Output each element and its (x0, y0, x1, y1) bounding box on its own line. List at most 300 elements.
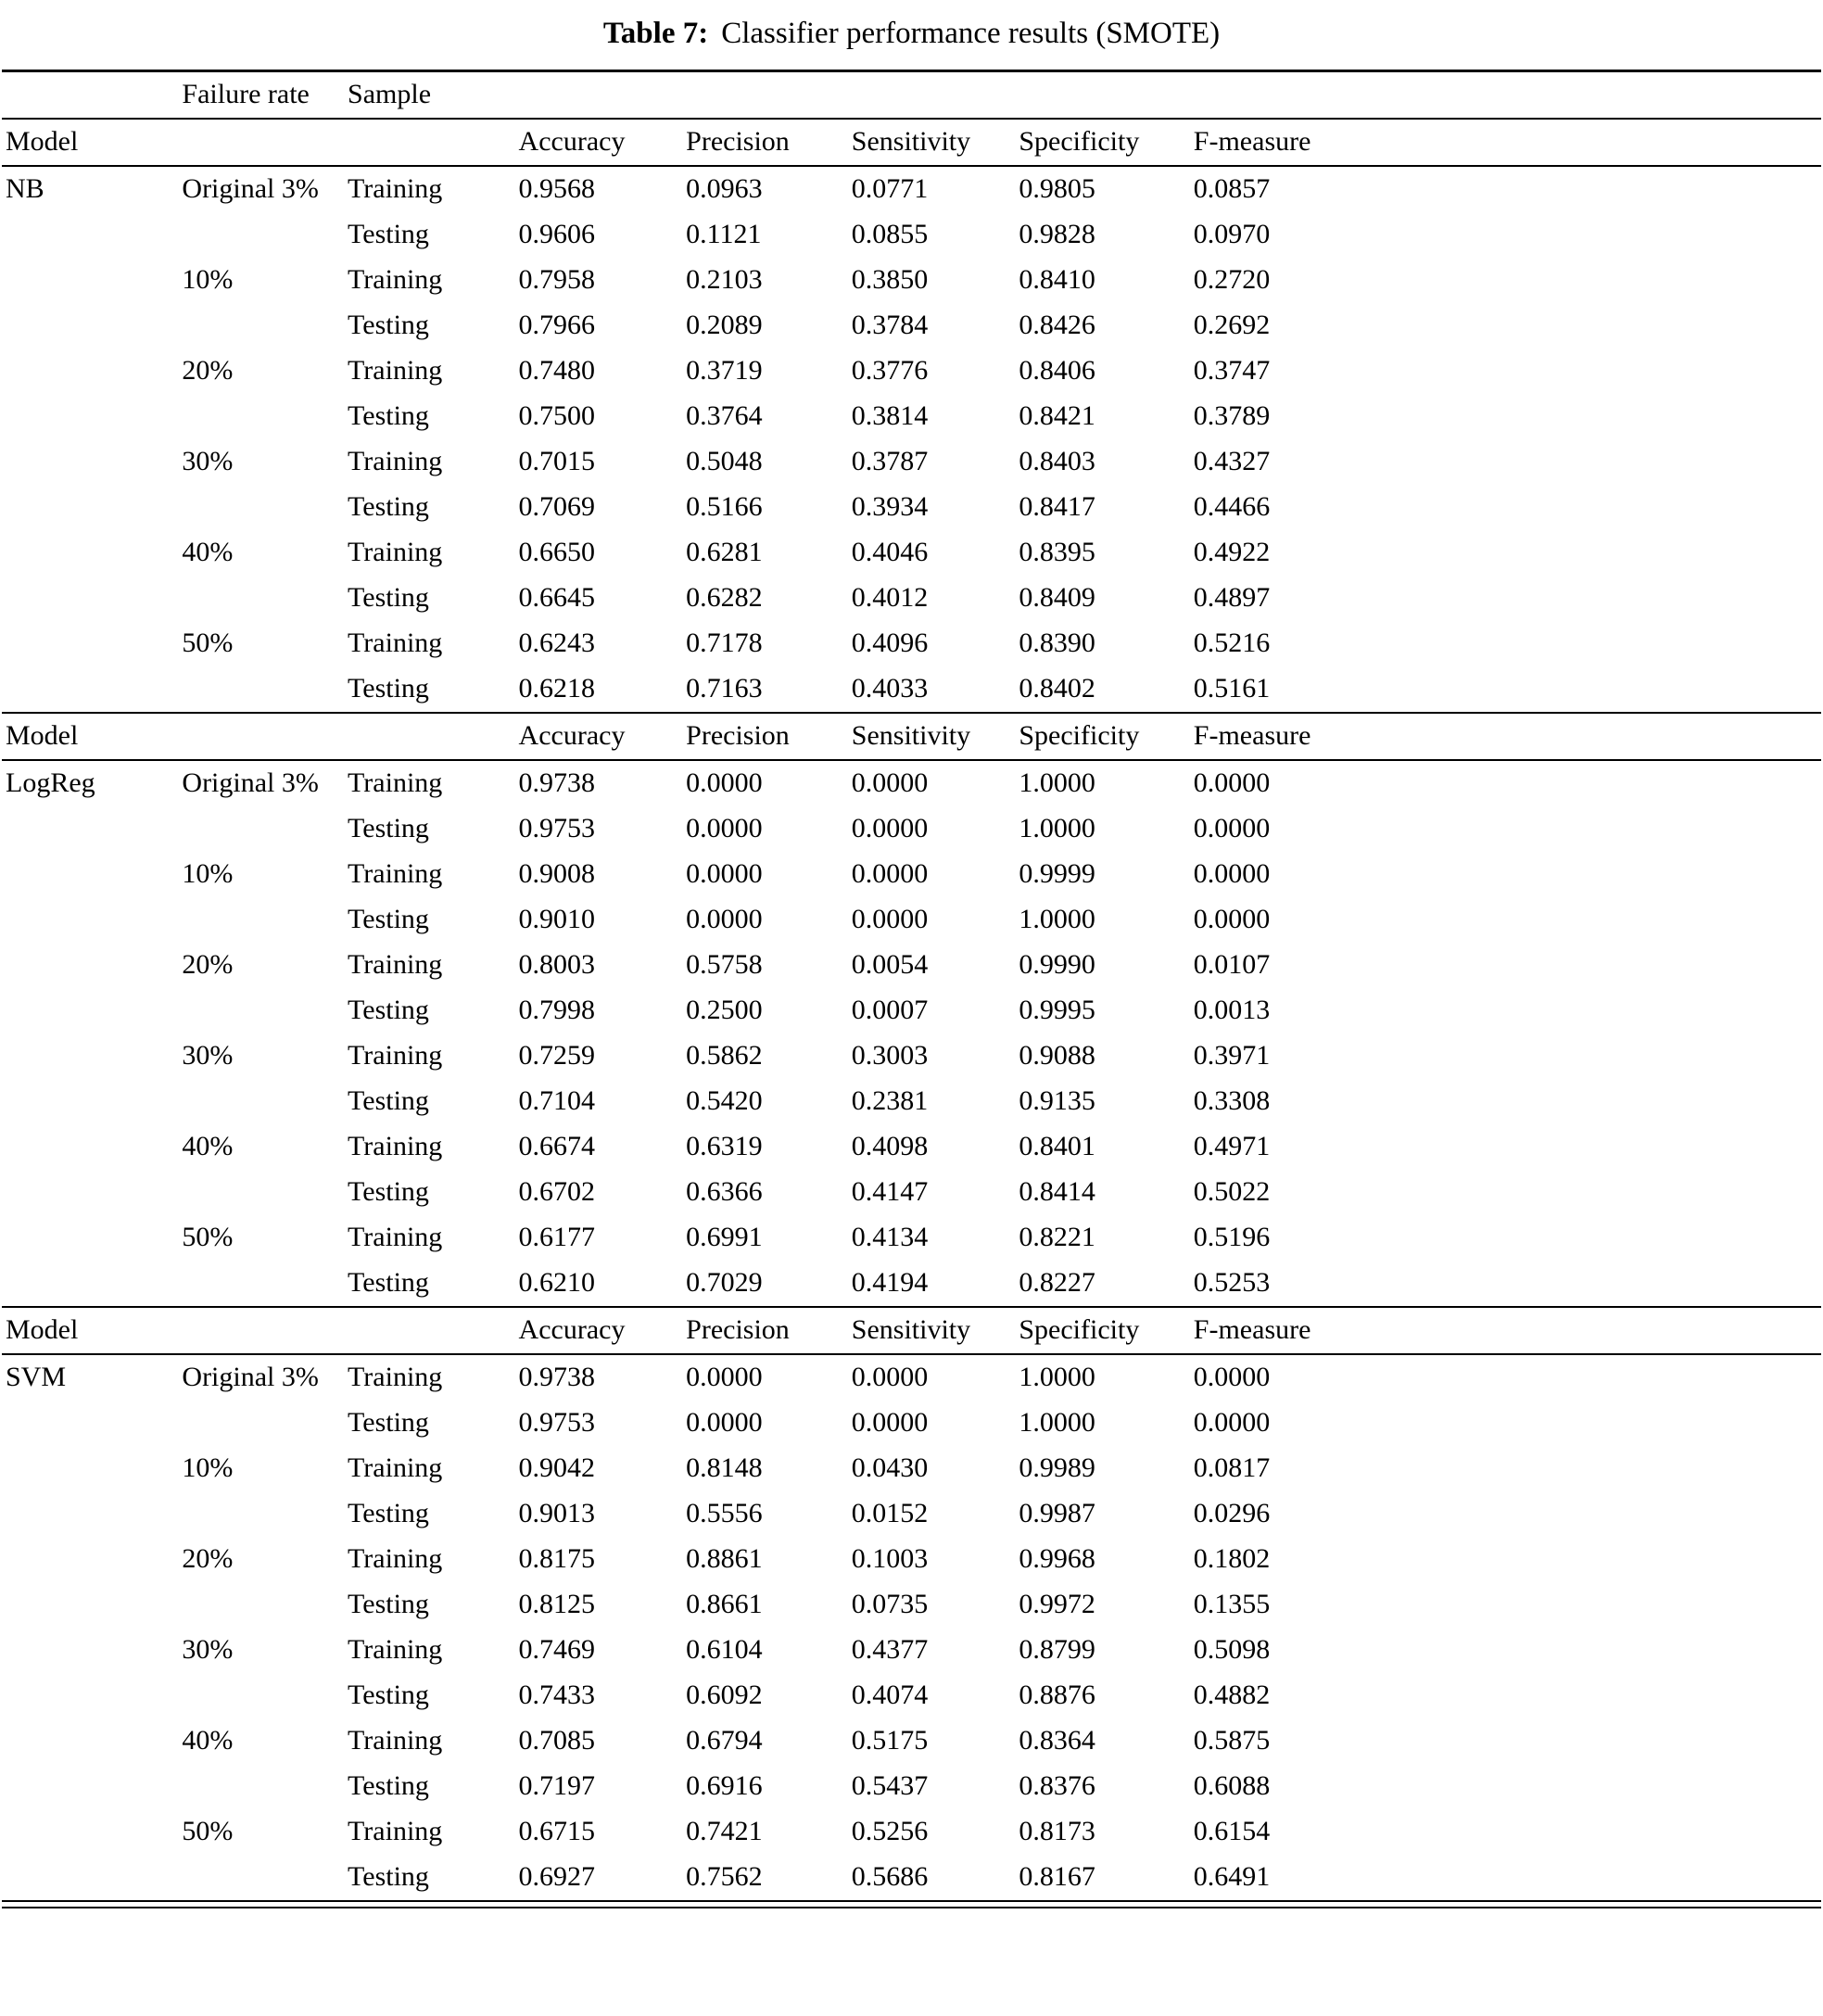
failure-rate-cell: Original 3% (182, 173, 319, 204)
sample-cell: Testing (348, 491, 429, 522)
metric-value-cell: 0.5166 (686, 491, 763, 522)
metric-value-cell: 0.0000 (686, 904, 763, 934)
model-cell (2, 1401, 178, 1446)
metric-value-cell: 0.6281 (686, 537, 763, 567)
metric-value-cell: 0.4971 (1193, 1131, 1271, 1161)
model-cell (2, 1124, 178, 1170)
metric-value-cell: 0.3784 (851, 310, 929, 340)
metric-value-cell: 0.0296 (1193, 1498, 1271, 1528)
sample-column-header: Sample (344, 71, 515, 120)
model-cell: NB (6, 173, 44, 204)
data-row (2, 1537, 1821, 1582)
metric-value-cell: 0.4897 (1193, 582, 1271, 613)
model-cell (2, 1855, 178, 1901)
metric-column-header: Sensitivity (848, 713, 1016, 760)
metric-column-header: Specificity (1015, 713, 1189, 760)
data-row (2, 212, 1821, 258)
metric-column-header: F-measure (1190, 1307, 1821, 1354)
metric-column-header: F-measure (1190, 119, 1821, 166)
data-row (2, 303, 1821, 349)
failure-rate-cell (178, 303, 344, 349)
metric-value-cell: 0.0000 (1193, 1362, 1271, 1392)
metric-value-cell: 0.6177 (518, 1222, 596, 1252)
group-header-spacer (682, 71, 848, 120)
data-row (2, 897, 1821, 943)
sample-cell: Training (348, 1543, 443, 1574)
data-row (2, 1170, 1821, 1215)
metric-value-cell: 0.0771 (851, 173, 929, 204)
model-cell (2, 303, 178, 349)
sample-cell: Training (348, 949, 443, 980)
table-body (2, 71, 1821, 1902)
metric-value-cell: 0.3787 (851, 446, 929, 476)
metric-column-header: Specificity (1015, 119, 1189, 166)
metrics-header-spacer (344, 1307, 515, 1354)
model-cell (2, 897, 178, 943)
metrics-header-spacer (178, 713, 344, 760)
metric-value-cell: 0.3719 (686, 355, 763, 386)
metric-value-cell: 0.8406 (1019, 355, 1095, 386)
metric-value-cell: 0.8799 (1019, 1634, 1095, 1665)
failure-rate-cell (178, 1261, 344, 1307)
metric-value-cell: 0.6916 (686, 1770, 763, 1801)
metric-value-cell: 0.8402 (1019, 673, 1095, 704)
metric-value-cell: 0.6088 (1193, 1770, 1271, 1801)
sample-cell: Testing (348, 904, 429, 934)
metric-value-cell: 0.8376 (1019, 1770, 1095, 1801)
sample-cell: Testing (348, 1267, 429, 1298)
metric-value-cell: 0.0000 (851, 767, 929, 798)
metric-value-cell: 0.0013 (1193, 995, 1271, 1025)
metric-column-header: Sensitivity (848, 119, 1016, 166)
metrics-header-row (2, 1307, 1821, 1354)
failure-rate-cell (178, 806, 344, 852)
metrics-header-spacer (344, 119, 515, 166)
model-cell (2, 1491, 178, 1537)
metric-value-cell: 0.0000 (851, 1362, 929, 1392)
metric-value-cell: 0.6674 (518, 1131, 596, 1161)
sample-cell: Training (348, 1634, 443, 1665)
data-row (2, 666, 1821, 713)
metric-value-cell: 0.6210 (518, 1267, 596, 1298)
metric-value-cell: 0.5758 (686, 949, 763, 980)
failure-rate-cell: Original 3% (182, 767, 319, 798)
metric-value-cell: 0.6243 (518, 628, 596, 658)
metric-value-cell: 0.2381 (851, 1085, 929, 1116)
data-row (2, 166, 1821, 212)
sample-cell: Testing (344, 1855, 515, 1901)
metric-value-cell: 0.9805 (1019, 173, 1095, 204)
model-cell: LogReg (6, 767, 95, 798)
metric-value-cell: 0.7500 (518, 400, 596, 431)
metric-value-cell: 0.5253 (1193, 1267, 1271, 1298)
data-row (2, 1491, 1821, 1537)
metrics-header-spacer (344, 713, 515, 760)
model-cell (2, 621, 178, 666)
metric-value-cell: 1.0000 (1019, 813, 1095, 843)
model-column-header: Model (2, 1307, 178, 1354)
sample-cell: Training (348, 355, 443, 386)
metric-value-cell: 0.0000 (1193, 813, 1271, 843)
metric-value-cell: 0.8364 (1019, 1725, 1095, 1756)
metric-value-cell: 0.6991 (686, 1222, 763, 1252)
metric-value-cell: 0.0735 (851, 1589, 929, 1619)
metric-value-cell: 0.7178 (686, 628, 763, 658)
data-row (2, 1261, 1821, 1307)
failure-rate-cell (178, 897, 344, 943)
model-cell (2, 1809, 178, 1855)
metric-value-cell: 0.4012 (851, 582, 929, 613)
failure-rate-cell (178, 1170, 344, 1215)
metric-value-cell: 0.8410 (1019, 264, 1095, 295)
metric-value-cell: 0.8414 (1019, 1176, 1095, 1207)
metric-value-cell: 0.5686 (848, 1855, 1016, 1901)
table-caption (2, 6, 1821, 70)
metric-value-cell: 0.0000 (851, 1407, 929, 1438)
metric-value-cell: 0.8403 (1019, 446, 1095, 476)
metric-value-cell: 0.7966 (518, 310, 596, 340)
metric-value-cell: 0.0817 (1193, 1452, 1271, 1483)
metric-value-cell: 0.0107 (1193, 949, 1271, 980)
metric-value-cell: 0.9568 (518, 173, 596, 204)
sample-cell: Training (348, 767, 443, 798)
sample-cell: Testing (348, 1680, 429, 1710)
metric-value-cell: 0.9010 (518, 904, 596, 934)
metric-value-cell: 0.9828 (1019, 219, 1095, 249)
failure-rate-cell: 50% (182, 628, 234, 658)
data-row (2, 1673, 1821, 1718)
data-row (2, 1764, 1821, 1809)
metric-value-cell: 0.0430 (851, 1452, 929, 1483)
metric-value-cell: 0.7069 (518, 491, 596, 522)
sample-cell: Testing (348, 995, 429, 1025)
metric-value-cell: 0.4046 (851, 537, 929, 567)
metric-value-cell: 0.6218 (518, 673, 596, 704)
failure-rate-cell (178, 1582, 344, 1628)
metric-value-cell: 0.9989 (1019, 1452, 1095, 1483)
metric-column-header: Precision (682, 1307, 848, 1354)
metric-value-cell: 0.5098 (1193, 1634, 1271, 1665)
failure-rate-cell (178, 1764, 344, 1809)
metric-value-cell: 0.8175 (518, 1543, 596, 1574)
metric-value-cell: 0.7469 (518, 1634, 596, 1665)
data-row (2, 1033, 1821, 1079)
metric-value-cell: 0.8173 (1019, 1816, 1095, 1846)
data-row (2, 1401, 1821, 1446)
data-row (2, 258, 1821, 303)
model-cell (2, 1673, 178, 1718)
metric-value-cell: 0.5175 (851, 1725, 929, 1756)
metric-value-cell: 0.4098 (851, 1131, 929, 1161)
data-row (2, 485, 1821, 530)
sample-cell: Training (348, 264, 443, 295)
metric-column-header: Accuracy (515, 119, 683, 166)
metric-value-cell: 0.1003 (851, 1543, 929, 1574)
metric-value-cell: 0.5556 (686, 1498, 763, 1528)
sample-cell: Training (348, 1040, 443, 1071)
model-cell (2, 1537, 178, 1582)
failure-rate-cell: 30% (182, 446, 234, 476)
metric-value-cell: 0.7433 (518, 1680, 596, 1710)
metric-value-cell: 0.5161 (1193, 673, 1271, 704)
metric-value-cell: 0.0007 (851, 995, 929, 1025)
failure-rate-cell (178, 666, 344, 713)
sample-cell: Testing (348, 813, 429, 843)
metric-value-cell: 0.3850 (851, 264, 929, 295)
metrics-header-row (2, 713, 1821, 760)
failure-rate-cell (178, 1491, 344, 1537)
metric-value-cell: 0.7197 (518, 1770, 596, 1801)
data-row (2, 988, 1821, 1033)
metric-value-cell: 0.3308 (1193, 1085, 1271, 1116)
failure-rate-cell: 30% (182, 1040, 234, 1071)
metric-value-cell: 0.0000 (686, 1407, 763, 1438)
metric-value-cell: 0.8426 (1019, 310, 1095, 340)
data-row (2, 806, 1821, 852)
metric-value-cell: 0.3776 (851, 355, 929, 386)
failure-rate-cell (178, 394, 344, 439)
failure-rate-cell: 10% (182, 264, 234, 295)
data-row (2, 439, 1821, 485)
metric-value-cell: 0.9999 (1019, 858, 1095, 889)
metric-value-cell: 0.6702 (518, 1176, 596, 1207)
model-cell (2, 1628, 178, 1673)
metric-value-cell: 1.0000 (1019, 1362, 1095, 1392)
sample-cell: Testing (348, 1085, 429, 1116)
sample-cell: Training (348, 1816, 443, 1846)
model-cell: SVM (6, 1362, 67, 1392)
metric-value-cell: 0.8876 (1019, 1680, 1095, 1710)
sample-cell: Testing (348, 1407, 429, 1438)
metric-value-cell: 0.8861 (686, 1543, 763, 1574)
metric-value-cell: 0.8221 (1019, 1222, 1095, 1252)
model-cell (2, 485, 178, 530)
metric-column-header: Precision (682, 119, 848, 166)
metric-value-cell: 0.4922 (1193, 537, 1271, 567)
table-bottom-rule (2, 1907, 1821, 1908)
metric-value-cell: 0.7104 (518, 1085, 596, 1116)
data-row (2, 1124, 1821, 1170)
metric-value-cell: 0.2103 (686, 264, 763, 295)
table-caption-label: Table 7: (602, 17, 709, 50)
model-cell (2, 439, 178, 485)
metric-value-cell: 0.7562 (682, 1855, 848, 1901)
sample-cell: Testing (348, 1176, 429, 1207)
failure-rate-cell: 30% (182, 1634, 234, 1665)
metric-value-cell: 0.0000 (851, 904, 929, 934)
metric-value-cell: 0.9987 (1019, 1498, 1095, 1528)
group-header-spacer (1190, 71, 1821, 120)
sample-cell: Training (348, 1131, 443, 1161)
failure-rate-cell: 20% (182, 949, 234, 980)
metric-value-cell: 0.4033 (851, 673, 929, 704)
metric-value-cell: 0.9042 (518, 1452, 596, 1483)
metric-value-cell: 0.9753 (518, 1407, 596, 1438)
metric-value-cell: 0.8417 (1019, 491, 1095, 522)
metric-value-cell: 0.9135 (1019, 1085, 1095, 1116)
metric-value-cell: 0.5875 (1193, 1725, 1271, 1756)
metric-value-cell: 0.6319 (686, 1131, 763, 1161)
metric-value-cell: 0.4466 (1193, 491, 1271, 522)
metric-value-cell: 0.6366 (686, 1176, 763, 1207)
failure-rate-cell: 10% (182, 1452, 234, 1483)
sample-cell: Training (348, 1362, 443, 1392)
metric-value-cell: 1.0000 (1019, 767, 1095, 798)
model-cell (2, 988, 178, 1033)
metric-value-cell: 0.0000 (686, 1362, 763, 1392)
metric-value-cell: 0.3789 (1193, 400, 1271, 431)
metric-value-cell: 0.7015 (518, 446, 596, 476)
metric-value-cell: 0.1355 (1193, 1589, 1271, 1619)
metric-value-cell: 0.8401 (1019, 1131, 1095, 1161)
metric-value-cell: 0.3814 (851, 400, 929, 431)
metric-value-cell: 0.5862 (686, 1040, 763, 1071)
model-cell (2, 943, 178, 988)
metric-value-cell: 0.4882 (1193, 1680, 1271, 1710)
metric-value-cell: 0.8125 (518, 1589, 596, 1619)
metric-value-cell: 0.6715 (518, 1816, 596, 1846)
data-row (2, 621, 1821, 666)
sample-cell: Training (348, 628, 443, 658)
metric-value-cell: 0.8390 (1019, 628, 1095, 658)
metric-value-cell: 0.8227 (1019, 1267, 1095, 1298)
group-header-spacer (1015, 71, 1189, 120)
table-caption-text: Classifier performance results (SMOTE) (721, 17, 1221, 50)
model-cell (2, 258, 178, 303)
metric-value-cell: 0.2720 (1193, 264, 1271, 295)
metric-value-cell: 0.8148 (686, 1452, 763, 1483)
data-row (2, 1215, 1821, 1261)
metric-value-cell: 0.0000 (686, 858, 763, 889)
sample-cell: Training (348, 446, 443, 476)
sample-cell: Testing (348, 673, 429, 704)
model-cell (2, 394, 178, 439)
metric-value-cell: 0.7998 (518, 995, 596, 1025)
failure-rate-cell (178, 576, 344, 621)
metric-value-cell: 0.8167 (1015, 1855, 1189, 1901)
metric-value-cell: 0.9008 (518, 858, 596, 889)
model-column-spacer (2, 71, 178, 120)
failure-rate-cell: 50% (182, 1816, 234, 1846)
model-cell (2, 1170, 178, 1215)
metric-value-cell: 0.9968 (1019, 1543, 1095, 1574)
metric-value-cell: 0.5420 (686, 1085, 763, 1116)
metric-value-cell: 0.2692 (1193, 310, 1271, 340)
metric-value-cell: 0.4147 (851, 1176, 929, 1207)
column-group-header-row (2, 71, 1821, 120)
metric-value-cell: 0.2089 (686, 310, 763, 340)
sample-cell: Training (348, 1222, 443, 1252)
failure-rate-cell (178, 1079, 344, 1124)
model-column-header: Model (2, 119, 178, 166)
data-row (2, 1628, 1821, 1673)
metric-value-cell: 0.0000 (1193, 767, 1271, 798)
metrics-header-row (2, 119, 1821, 166)
metric-value-cell: 0.0963 (686, 173, 763, 204)
metric-column-header: Accuracy (515, 713, 683, 760)
metric-value-cell: 0.1121 (686, 219, 762, 249)
metric-value-cell: 0.8421 (1019, 400, 1095, 431)
data-row (2, 1446, 1821, 1491)
metric-value-cell: 0.0000 (851, 813, 929, 843)
sample-cell: Testing (348, 400, 429, 431)
sample-cell: Training (348, 537, 443, 567)
failure-rate-cell (178, 1673, 344, 1718)
sample-cell: Training (348, 1725, 443, 1756)
data-row (2, 394, 1821, 439)
metric-value-cell: 0.0054 (851, 949, 929, 980)
sample-cell: Testing (348, 1498, 429, 1528)
data-row (2, 530, 1821, 576)
metric-value-cell: 0.9995 (1019, 995, 1095, 1025)
model-cell (2, 576, 178, 621)
metric-value-cell: 0.6645 (518, 582, 596, 613)
metric-value-cell: 0.0000 (686, 813, 763, 843)
sample-cell: Testing (348, 1589, 429, 1619)
metric-value-cell: 0.3003 (851, 1040, 929, 1071)
model-cell (2, 530, 178, 576)
metric-value-cell: 0.5216 (1193, 628, 1271, 658)
data-row (2, 349, 1821, 394)
metric-value-cell: 0.5437 (851, 1770, 929, 1801)
metric-value-cell: 0.9013 (518, 1498, 596, 1528)
metric-value-cell: 0.5196 (1193, 1222, 1271, 1252)
metric-value-cell: 0.0970 (1193, 219, 1271, 249)
failure-rate-cell (178, 1855, 344, 1901)
data-row (2, 1354, 1821, 1401)
metric-value-cell: 0.4074 (851, 1680, 929, 1710)
metric-value-cell: 0.6092 (686, 1680, 763, 1710)
metric-value-cell: 0.8003 (518, 949, 596, 980)
metric-value-cell: 0.5022 (1193, 1176, 1271, 1207)
sample-cell: Testing (348, 582, 429, 613)
metric-value-cell: 0.3764 (686, 400, 763, 431)
metric-column-header: Precision (682, 713, 848, 760)
metric-value-cell: 0.5256 (851, 1816, 929, 1846)
metrics-header-spacer (178, 1307, 344, 1354)
metric-value-cell: 0.3971 (1193, 1040, 1271, 1071)
metric-value-cell: 0.0857 (1193, 173, 1271, 204)
metric-value-cell: 0.4377 (851, 1634, 929, 1665)
metric-value-cell: 0.0152 (851, 1498, 929, 1528)
model-cell (2, 806, 178, 852)
model-cell (2, 212, 178, 258)
metric-value-cell: 0.6650 (518, 537, 596, 567)
sample-cell: Training (348, 1452, 443, 1483)
metric-value-cell: 0.6104 (686, 1634, 763, 1665)
metric-value-cell: 0.7421 (686, 1816, 763, 1846)
model-cell (2, 1764, 178, 1809)
metric-value-cell: 0.0855 (851, 219, 929, 249)
model-cell (2, 349, 178, 394)
model-cell (2, 1582, 178, 1628)
metric-value-cell: 0.9990 (1019, 949, 1095, 980)
metric-value-cell: 0.6282 (686, 582, 763, 613)
metric-value-cell: 0.7029 (686, 1267, 763, 1298)
failure-rate-cell: 50% (182, 1222, 234, 1252)
metric-value-cell: 0.4194 (851, 1267, 929, 1298)
metric-value-cell: 0.9738 (518, 767, 596, 798)
model-cell (2, 1261, 178, 1307)
failure-rate-cell (178, 212, 344, 258)
metric-value-cell: 0.7259 (518, 1040, 596, 1071)
model-cell (2, 1079, 178, 1124)
failure-rate-cell: 40% (182, 1131, 234, 1161)
model-cell (2, 1446, 178, 1491)
failure-rate-cell: 20% (182, 355, 234, 386)
metric-value-cell: 0.5048 (686, 446, 763, 476)
data-row (2, 760, 1821, 806)
